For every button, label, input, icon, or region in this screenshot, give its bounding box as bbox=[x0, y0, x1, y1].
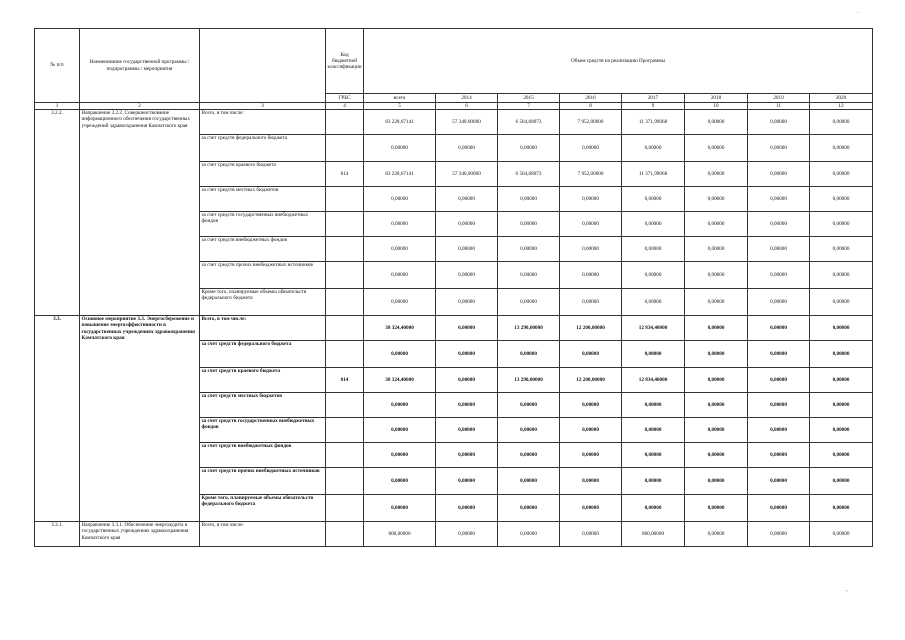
column-number: 2 bbox=[80, 103, 200, 110]
amount-cell: 0,00000 bbox=[498, 237, 560, 262]
amount-cell: 0,00000 bbox=[560, 237, 622, 262]
amount-cell: 0,00000 bbox=[498, 418, 560, 443]
grbs-code bbox=[326, 187, 364, 212]
amount-cell: 0,00000 bbox=[810, 368, 873, 393]
funding-source: за счет средств внебюджетных фондов bbox=[200, 237, 326, 262]
amount-cell: 0,00000 bbox=[685, 212, 748, 237]
funding-source: Кроме того, планируемые объемы обязательств федерального бюджета bbox=[200, 289, 326, 316]
amount-cell: 0,00000 bbox=[560, 289, 622, 316]
amount-cell: 0,00000 bbox=[498, 212, 560, 237]
amount-cell: 0,00000 bbox=[685, 135, 748, 162]
amount-cell: 0,00000 bbox=[622, 418, 685, 443]
amount-cell: 0,00000 bbox=[498, 495, 560, 522]
amount-cell: 0,00000 bbox=[560, 418, 622, 443]
amount-cell: 0,00000 bbox=[685, 316, 748, 341]
header-volume: Объем средств на реализацию Программы bbox=[364, 29, 873, 94]
grbs-code bbox=[326, 443, 364, 468]
scan-mark: · bbox=[857, 10, 859, 17]
column-number: 7 bbox=[498, 103, 560, 110]
amount-cell: 0,00000 bbox=[364, 289, 436, 316]
header-year: 2018 bbox=[685, 94, 748, 103]
amount-cell: 0,00000 bbox=[622, 212, 685, 237]
amount-cell: 0,00000 bbox=[748, 443, 810, 468]
amount-cell: 0,00000 bbox=[560, 522, 622, 547]
amount-cell: 0,00000 bbox=[810, 237, 873, 262]
amount-cell: 0,00000 bbox=[685, 495, 748, 522]
grbs-code bbox=[326, 135, 364, 162]
funding-source: за счет средств краевого бюджета bbox=[200, 162, 326, 187]
amount-cell: 38 324,40000 bbox=[364, 368, 436, 393]
amount-cell: 0,00000 bbox=[560, 341, 622, 368]
section-number: 3.3. bbox=[35, 316, 80, 522]
amount-cell: 0,00000 bbox=[622, 187, 685, 212]
amount-cell: 0,00000 bbox=[560, 393, 622, 418]
amount-cell: 0,00000 bbox=[498, 135, 560, 162]
amount-cell: 0,00000 bbox=[560, 495, 622, 522]
amount-cell: 0,00000 bbox=[436, 289, 498, 316]
amount-cell: 0,00000 bbox=[685, 262, 748, 289]
grbs-code bbox=[326, 110, 364, 135]
amount-cell: 38 324,40000 bbox=[364, 316, 436, 341]
amount-cell: 0,00000 bbox=[685, 162, 748, 187]
amount-cell: 0,00000 bbox=[685, 468, 748, 495]
funding-source: Кроме того, планируемые объемы обязательств федерального бюджета bbox=[200, 495, 326, 522]
funding-source: за счет средств федерального бюджета bbox=[200, 135, 326, 162]
amount-cell: 0,00000 bbox=[748, 187, 810, 212]
amount-cell: 0,00000 bbox=[436, 212, 498, 237]
amount-cell: 0,00000 bbox=[685, 418, 748, 443]
header-year: 2019 bbox=[748, 94, 810, 103]
amount-cell: 0,00000 bbox=[436, 316, 498, 341]
amount-cell: 0,00000 bbox=[685, 187, 748, 212]
amount-cell: 0,00000 bbox=[810, 495, 873, 522]
amount-cell: 0,00000 bbox=[364, 468, 436, 495]
header-year: 2017 bbox=[622, 94, 685, 103]
amount-cell: 0,00000 bbox=[748, 262, 810, 289]
amount-cell: 0,00000 bbox=[560, 443, 622, 468]
column-number: 6 bbox=[436, 103, 498, 110]
header-year: 2015 bbox=[498, 94, 560, 103]
amount-cell: 57 340,00000 bbox=[436, 162, 498, 187]
amount-cell: 0,00000 bbox=[748, 162, 810, 187]
funding-source: за счет средств федерального бюджета bbox=[200, 341, 326, 368]
amount-cell: 0,00000 bbox=[498, 262, 560, 289]
column-number: 12 bbox=[810, 103, 873, 110]
amount-cell: 0,00000 bbox=[810, 522, 873, 547]
column-number: 1 bbox=[35, 103, 80, 110]
amount-cell: 0,00000 bbox=[810, 393, 873, 418]
amount-cell: 0,00000 bbox=[622, 341, 685, 368]
amount-cell: 0,00000 bbox=[685, 341, 748, 368]
column-number: 3 bbox=[200, 103, 326, 110]
funding-source: за счет средств прочих внебюджетных источников bbox=[200, 468, 326, 495]
grbs-code bbox=[326, 262, 364, 289]
amount-cell: 0,00000 bbox=[364, 262, 436, 289]
column-number: 8 bbox=[560, 103, 622, 110]
amount-cell: 0,00000 bbox=[748, 212, 810, 237]
amount-cell: 0,00000 bbox=[498, 393, 560, 418]
table-row bbox=[35, 316, 873, 341]
amount-cell: 0,00000 bbox=[622, 495, 685, 522]
funding-source: Всего, в том числе: bbox=[200, 316, 326, 341]
amount-cell: 0,00000 bbox=[436, 393, 498, 418]
amount-cell: 0,00000 bbox=[560, 212, 622, 237]
amount-cell: 0,00000 bbox=[748, 341, 810, 368]
amount-cell: 0,00000 bbox=[560, 135, 622, 162]
header-name: Наименование государственной программы / подпрограммы / мероприятия bbox=[80, 29, 200, 103]
amount-cell: 0,00000 bbox=[622, 262, 685, 289]
amount-cell: 0,00000 bbox=[364, 418, 436, 443]
amount-cell: 7 952,00000 bbox=[560, 110, 622, 135]
amount-cell: 6 564,68073 bbox=[498, 162, 560, 187]
amount-cell: 0,00000 bbox=[498, 443, 560, 468]
section-number: 3.2.2. bbox=[35, 110, 80, 316]
amount-cell: 0,00000 bbox=[748, 495, 810, 522]
amount-cell: 0,00000 bbox=[810, 212, 873, 237]
grbs-code bbox=[326, 468, 364, 495]
amount-cell: 0,00000 bbox=[436, 418, 498, 443]
amount-cell: 0,00000 bbox=[436, 341, 498, 368]
amount-cell: 13 290,00000 bbox=[498, 368, 560, 393]
grbs-code bbox=[326, 495, 364, 522]
column-number: 5 bbox=[364, 103, 436, 110]
grbs-code: 814 bbox=[326, 162, 364, 187]
header-year: 2016 bbox=[560, 94, 622, 103]
amount-cell: 0,00000 bbox=[436, 468, 498, 495]
column-number: 9 bbox=[622, 103, 685, 110]
amount-cell: 0,00000 bbox=[810, 135, 873, 162]
funding-source: Всего, в том числе: bbox=[200, 522, 326, 547]
amount-cell: 0,00000 bbox=[685, 443, 748, 468]
section-name: Направление 3.3.1. Обеспечение энергоаудита в государственных учреждениях здравоохранения Камчатского края bbox=[80, 522, 200, 547]
amount-cell: 0,00000 bbox=[810, 341, 873, 368]
amount-cell: 0,00000 bbox=[685, 368, 748, 393]
table-row bbox=[35, 522, 873, 547]
amount-cell: 0,00000 bbox=[622, 237, 685, 262]
amount-cell: 0,00000 bbox=[498, 187, 560, 212]
funding-source: за счет средств государственных внебюджетных фондов bbox=[200, 418, 326, 443]
amount-cell: 0,00000 bbox=[685, 522, 748, 547]
section-name: Основное мероприятие 3.3. Энергосбережение и повышение энергоэффективности в государственных учреждениях здравоохранения Камчатского края bbox=[80, 316, 200, 522]
amount-cell: 0,00000 bbox=[364, 495, 436, 522]
amount-cell: 0,00000 bbox=[810, 289, 873, 316]
grbs-code bbox=[326, 316, 364, 341]
amount-cell: 0,00000 bbox=[364, 212, 436, 237]
amount-cell: 0,00000 bbox=[685, 237, 748, 262]
amount-cell: 0,00000 bbox=[810, 418, 873, 443]
column-number: 4 bbox=[326, 103, 364, 110]
budget-table bbox=[34, 28, 873, 547]
amount-cell: 0,00000 bbox=[498, 468, 560, 495]
amount-cell: 0,00000 bbox=[436, 495, 498, 522]
amount-cell: 0,00000 bbox=[748, 418, 810, 443]
header-grbs: ГРБС bbox=[326, 94, 364, 103]
section-number: 3.3.1. bbox=[35, 522, 80, 547]
amount-cell: 0,00000 bbox=[622, 443, 685, 468]
grbs-code: 814 bbox=[326, 368, 364, 393]
amount-cell: 0,00000 bbox=[622, 468, 685, 495]
amount-cell: 12 200,00000 bbox=[560, 368, 622, 393]
amount-cell: 0,00000 bbox=[364, 187, 436, 212]
amount-cell: 6 564,68073 bbox=[498, 110, 560, 135]
amount-cell: 0,00000 bbox=[622, 393, 685, 418]
amount-cell: 0,00000 bbox=[748, 468, 810, 495]
amount-cell: 11 371,99068 bbox=[622, 110, 685, 135]
amount-cell: 0,00000 bbox=[498, 522, 560, 547]
amount-cell: 800,00000 bbox=[364, 522, 436, 547]
amount-cell: 0,00000 bbox=[622, 289, 685, 316]
amount-cell: 0,00000 bbox=[685, 289, 748, 316]
amount-cell: 0,00000 bbox=[436, 237, 498, 262]
header-source bbox=[200, 29, 326, 103]
amount-cell: 0,00000 bbox=[436, 187, 498, 212]
amount-cell: 83 228,67141 bbox=[364, 162, 436, 187]
amount-cell: 0,00000 bbox=[498, 289, 560, 316]
amount-cell: 0,00000 bbox=[748, 135, 810, 162]
grbs-code bbox=[326, 522, 364, 547]
amount-cell: 11 371,99068 bbox=[622, 162, 685, 187]
column-number: 11 bbox=[748, 103, 810, 110]
amount-cell: 83 228,67141 bbox=[364, 110, 436, 135]
amount-cell: 0,00000 bbox=[810, 262, 873, 289]
grbs-code bbox=[326, 418, 364, 443]
amount-cell: 0,00000 bbox=[748, 368, 810, 393]
grbs-code bbox=[326, 212, 364, 237]
amount-cell: 0,00000 bbox=[810, 316, 873, 341]
amount-cell: 0,00000 bbox=[748, 110, 810, 135]
amount-cell: 0,00000 bbox=[364, 237, 436, 262]
amount-cell: 0,00000 bbox=[364, 443, 436, 468]
header-year: 2020 bbox=[810, 94, 873, 103]
amount-cell: 0,00000 bbox=[748, 237, 810, 262]
amount-cell: 0,00000 bbox=[436, 368, 498, 393]
amount-cell: 0,00000 bbox=[748, 289, 810, 316]
amount-cell: 0,00000 bbox=[364, 135, 436, 162]
amount-cell: 0,00000 bbox=[560, 187, 622, 212]
header-number: № п/п bbox=[35, 29, 80, 103]
scan-mark: ‚ bbox=[846, 586, 848, 593]
amount-cell: 0,00000 bbox=[685, 393, 748, 418]
amount-cell: 0,00000 bbox=[748, 316, 810, 341]
amount-cell: 0,00000 bbox=[810, 110, 873, 135]
column-number: 10 bbox=[685, 103, 748, 110]
amount-cell: 0,00000 bbox=[810, 162, 873, 187]
amount-cell: 0,00000 bbox=[436, 262, 498, 289]
section-name: Направление 3.2.2. Совершенствование информационного обеспечения государственных учреждений здравоохранения Камчатского края bbox=[80, 110, 200, 316]
funding-source: Всего, в том числе: bbox=[200, 110, 326, 135]
amount-cell: 0,00000 bbox=[748, 393, 810, 418]
amount-cell: 0,00000 bbox=[364, 393, 436, 418]
amount-cell: 0,00000 bbox=[560, 468, 622, 495]
table-row bbox=[35, 110, 873, 135]
amount-cell: 0,00000 bbox=[685, 110, 748, 135]
funding-source: за счет средств местных бюджетов bbox=[200, 187, 326, 212]
funding-source: за счет средств прочих внебюджетных источников bbox=[200, 262, 326, 289]
amount-cell: 800,00000 bbox=[622, 522, 685, 547]
amount-cell: 0,00000 bbox=[498, 341, 560, 368]
funding-source: за счет средств внебюджетных фондов bbox=[200, 443, 326, 468]
grbs-code bbox=[326, 237, 364, 262]
amount-cell: 12 834,40000 bbox=[622, 368, 685, 393]
amount-cell: 0,00000 bbox=[560, 262, 622, 289]
amount-cell: 13 290,00000 bbox=[498, 316, 560, 341]
amount-cell: 12 200,00000 bbox=[560, 316, 622, 341]
amount-cell: 0,00000 bbox=[810, 443, 873, 468]
amount-cell: 0,00000 bbox=[436, 443, 498, 468]
amount-cell: 0,00000 bbox=[622, 135, 685, 162]
funding-source: за счет средств государственных внебюджетных фондов bbox=[200, 212, 326, 237]
amount-cell: 57 340,00000 bbox=[436, 110, 498, 135]
amount-cell: 0,00000 bbox=[436, 522, 498, 547]
funding-source: за счет средств местных бюджетов bbox=[200, 393, 326, 418]
grbs-code bbox=[326, 341, 364, 368]
amount-cell: 0,00000 bbox=[364, 341, 436, 368]
amount-cell: 0,00000 bbox=[748, 522, 810, 547]
header-year: 2014 bbox=[436, 94, 498, 103]
header-total: всего bbox=[364, 94, 436, 103]
header-code: Код бюджетной классификации bbox=[326, 29, 364, 94]
funding-source: за счет средств краевого бюджета bbox=[200, 368, 326, 393]
amount-cell: 0,00000 bbox=[436, 135, 498, 162]
amount-cell: 0,00000 bbox=[810, 468, 873, 495]
grbs-code bbox=[326, 393, 364, 418]
amount-cell: 0,00000 bbox=[810, 187, 873, 212]
amount-cell: 7 952,00000 bbox=[560, 162, 622, 187]
amount-cell: 12 834,40000 bbox=[622, 316, 685, 341]
grbs-code bbox=[326, 289, 364, 316]
